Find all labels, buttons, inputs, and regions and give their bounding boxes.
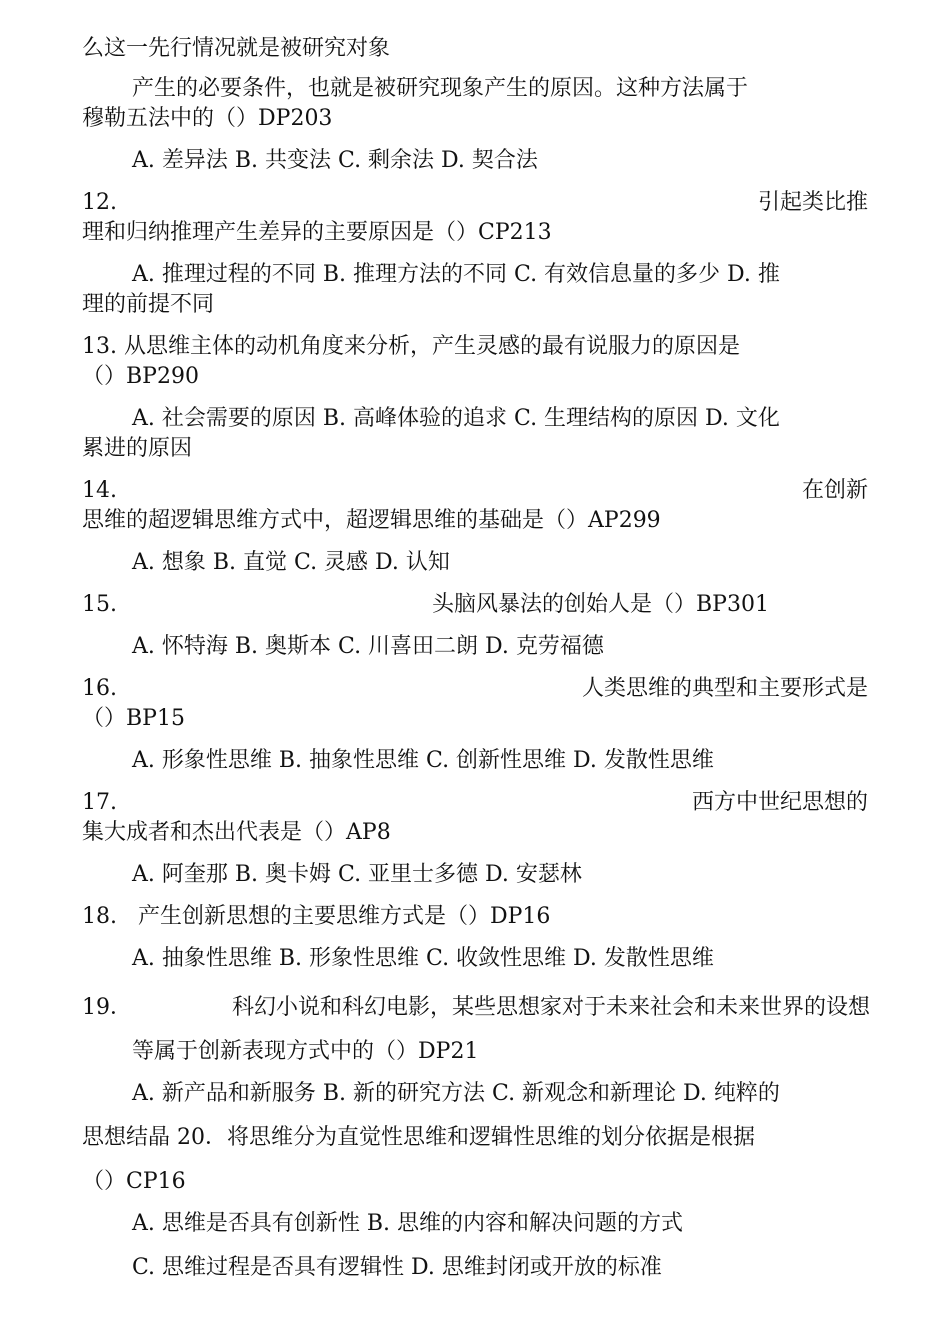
question-17-line xyxy=(82,788,868,818)
question-19-line xyxy=(82,993,870,1023)
text-line: （）BP290 xyxy=(82,364,199,389)
question-12-line xyxy=(82,188,868,218)
text-line: 累进的原因 xyxy=(82,436,193,461)
answer-options: C. 思维过程是否具有逻辑性 D. 思维封闭或开放的标准 xyxy=(132,1255,662,1280)
question-number: 16. xyxy=(82,676,117,701)
text-line: 么这一先行情况就是被研究对象 xyxy=(82,36,391,61)
answer-options: A. 阿奎那 B. 奥卡姆 C. 亚里士多德 D. 安瑟林 xyxy=(132,862,582,887)
question-13-line: 13. 从思维主体的动机角度来分析，产生灵感的最有说服力的原因是 xyxy=(82,334,740,359)
question-text: 西方中世纪思想的 xyxy=(691,790,868,815)
answer-options: A. 抽象性思维 B. 形象性思维 C. 收敛性思维 D. 发散性思维 xyxy=(132,946,714,971)
question-text: 科幻小说和科幻电影，某些思想家对于未来社会和未来世界的设想 xyxy=(231,995,870,1020)
question-text: 在创新 xyxy=(801,478,868,503)
question-text: 头脑风暴法的创始人是（）BP301 xyxy=(432,592,769,617)
question-text: 人类思维的典型和主要形式是 xyxy=(581,676,868,701)
answer-options: A. 怀特海 B. 奥斯本 C. 川喜田二朗 D. 克劳福德 xyxy=(132,634,604,659)
answer-options: A. 社会需要的原因 B. 高峰体验的追求 C. 生理结构的原因 D. 文化 xyxy=(132,406,780,431)
question-number: 19． xyxy=(82,995,132,1020)
text-line: （）CP16 xyxy=(82,1169,186,1194)
text-line: 思维的超逻辑思维方式中，超逻辑思维的基础是（）AP299 xyxy=(82,508,661,533)
question-20-line: 思想结晶 20．将思维分为直觉性思维和逻辑性思维的划分依据是根据 xyxy=(82,1125,755,1150)
text-line: 理的前提不同 xyxy=(82,292,215,317)
question-18-line: 18. 产生创新思想的主要思维方式是（）DP16 xyxy=(82,904,551,929)
question-number: 17. xyxy=(82,790,117,815)
question-16-line xyxy=(82,674,868,704)
answer-options: A. 差异法 B. 共变法 C. 剩余法 D. 契合法 xyxy=(132,148,538,173)
answer-options: A. 思维是否具有创新性 B. 思维的内容和解决问题的方式 xyxy=(132,1211,684,1236)
question-text: 引起类比推 xyxy=(757,190,868,215)
question-15-line xyxy=(82,590,868,620)
question-number: 14. xyxy=(82,478,117,503)
answer-options: A. 推理过程的不同 B. 推理方法的不同 C. 有效信息量的多少 D. 推 xyxy=(132,262,780,287)
question-number: 15. xyxy=(82,592,117,617)
answer-options: A. 形象性思维 B. 抽象性思维 C. 创新性思维 D. 发散性思维 xyxy=(132,748,714,773)
text-line: 理和归纳推理产生差异的主要原因是（）CP213 xyxy=(82,220,552,245)
text-line: （）BP15 xyxy=(82,706,185,731)
text-line: 集大成者和杰出代表是（）AP8 xyxy=(82,820,391,845)
text-line: 产生的必要条件，也就是被研究现象产生的原因。这种方法属于 xyxy=(132,76,749,101)
question-number: 12. xyxy=(82,190,117,215)
answer-options: A. 想象 B. 直觉 C. 灵感 D. 认知 xyxy=(132,550,450,575)
text-line: 等属于创新表现方式中的（）DP21 xyxy=(132,1039,479,1064)
answer-options: A. 新产品和新服务 B. 新的研究方法 C. 新观念和新理论 D. 纯粹的 xyxy=(132,1081,780,1106)
question-14-line xyxy=(82,476,868,506)
text-line: 穆勒五法中的（）DP203 xyxy=(82,106,333,131)
